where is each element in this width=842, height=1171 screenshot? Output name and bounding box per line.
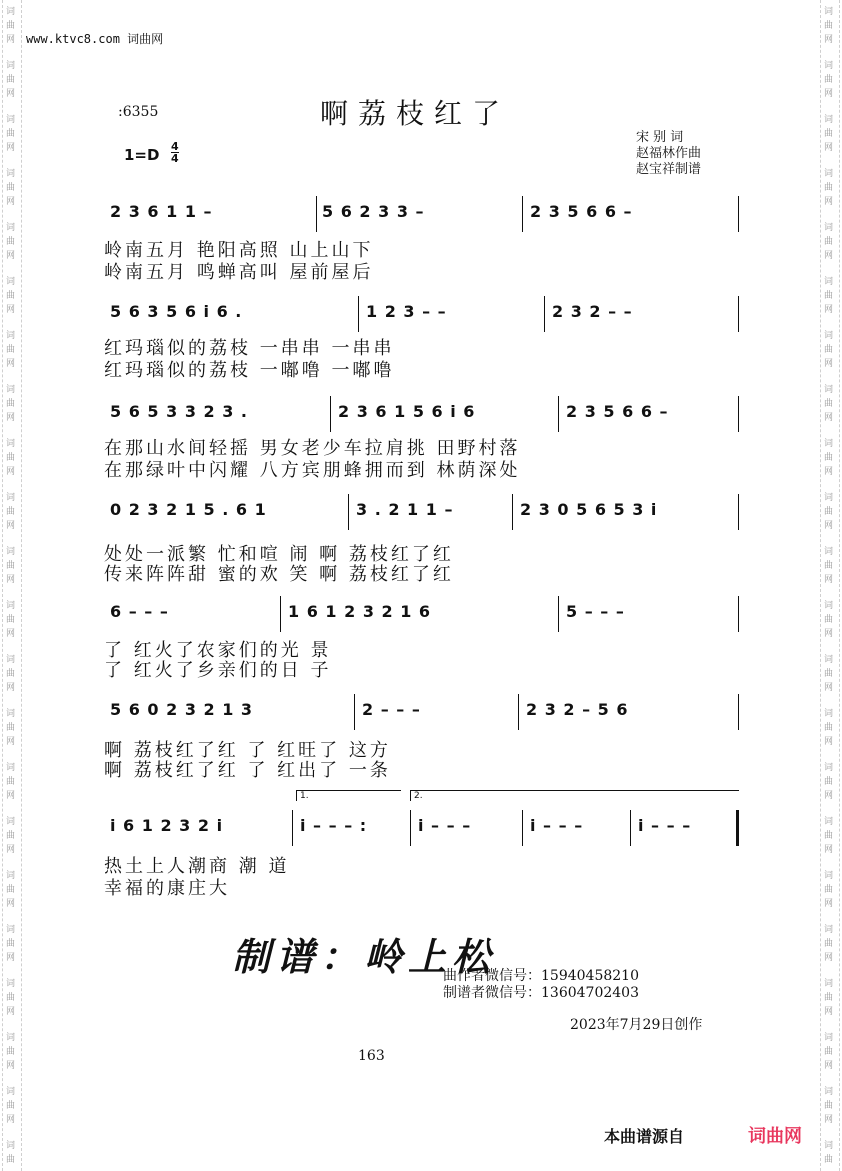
watermark-char: 网 xyxy=(824,737,834,747)
watermark-char: 词 xyxy=(824,7,834,17)
watermark-char: 网 xyxy=(824,413,834,423)
watermark-char: 网 xyxy=(6,413,16,423)
right-watermark-strip xyxy=(820,0,840,1171)
watermark-char: 网 xyxy=(824,197,834,207)
watermark-char: 网 xyxy=(6,35,16,45)
watermark-char: 词 xyxy=(6,763,16,773)
barline xyxy=(738,494,739,530)
watermark-char: 曲 xyxy=(6,777,16,787)
lyric-verse-1: 啊 荔枝红了红 了 红旺了 这方 xyxy=(104,740,391,761)
watermark-char: 曲 xyxy=(6,183,16,193)
staff-row-1 xyxy=(104,196,744,232)
watermark-char: 网 xyxy=(6,791,16,801)
watermark-char: 词 xyxy=(6,169,16,179)
credit-lyricist: 宋 别 词 xyxy=(636,130,684,145)
lyric-verse-1: 岭南五月 艳阳高照 山上山下 xyxy=(104,240,374,261)
lyric-verse-1: 在那山水间轻摇 男女老少车拉肩挑 田野村落 xyxy=(104,438,521,459)
watermark-char: 词 xyxy=(6,871,16,881)
watermark-char: 网 xyxy=(824,899,834,909)
watermark-char: 网 xyxy=(6,575,16,585)
barline xyxy=(316,196,317,232)
credit-arranger: 赵宝祥制谱 xyxy=(636,162,702,177)
watermark-char: 词 xyxy=(6,277,16,287)
signature: 制谱：岭上松 xyxy=(232,934,497,979)
measure-notes: 5 6 2 3 3 – xyxy=(322,202,425,221)
watermark-char: 曲 xyxy=(6,1155,16,1165)
staff-row-7 xyxy=(104,810,744,846)
watermark-char: 曲 xyxy=(824,723,834,733)
barline xyxy=(358,296,359,332)
staff-row-6 xyxy=(104,694,744,730)
watermark-char: 词 xyxy=(824,223,834,233)
watermark-char: 网 xyxy=(6,1115,16,1125)
barline xyxy=(544,296,545,332)
measure-notes: 2 3 2 – 5 6 xyxy=(526,700,629,719)
measure-notes: 5 6 0 2 3 2 1 3 xyxy=(110,700,254,719)
composer-wechat: 曲作者微信号：15940458210 xyxy=(443,968,639,984)
watermark-char: 网 xyxy=(6,1007,16,1017)
time-sig-top: 4 xyxy=(171,140,179,153)
watermark-char: 词 xyxy=(824,655,834,665)
barline xyxy=(738,396,739,432)
barline xyxy=(330,396,331,432)
watermark-char: 网 xyxy=(824,251,834,261)
watermark-char: 词 xyxy=(6,439,16,449)
watermark-char: 曲 xyxy=(824,399,834,409)
measure-notes: 5 – – – xyxy=(566,602,625,621)
lyric-verse-1: 红玛瑙似的荔枝 一串串 一串串 xyxy=(104,338,395,359)
watermark-char: 网 xyxy=(824,1115,834,1125)
watermark-char: 词 xyxy=(6,925,16,935)
watermark-char: 曲 xyxy=(6,1101,16,1111)
watermark-char: 曲 xyxy=(6,129,16,139)
measure-notes: 1 6 1 2 3 2 1 6 xyxy=(288,602,432,621)
measure-notes: 2 3 5 6 6 – xyxy=(530,202,633,221)
watermark-char: 曲 xyxy=(824,885,834,895)
watermark-char: 网 xyxy=(824,35,834,45)
barline xyxy=(738,694,739,730)
watermark-char: 网 xyxy=(6,683,16,693)
watermark-char: 网 xyxy=(824,683,834,693)
lyric-verse-2: 在那绿叶中闪耀 八方宾朋蜂拥而到 林荫深处 xyxy=(104,460,521,481)
source-label: 本曲谱源自 xyxy=(604,1127,685,1146)
watermark-char: 网 xyxy=(824,1061,834,1071)
watermark-char: 词 xyxy=(824,1033,834,1043)
watermark-char: 曲 xyxy=(824,1047,834,1057)
watermark-char: 曲 xyxy=(824,615,834,625)
watermark-char: 曲 xyxy=(824,345,834,355)
barline xyxy=(354,694,355,730)
watermark-char: 网 xyxy=(6,629,16,639)
watermark-char: 词 xyxy=(6,817,16,827)
measure-notes: 0 2 3 2 1 5 . 6 1 xyxy=(110,500,267,519)
watermark-char: 词 xyxy=(824,979,834,989)
watermark-char: 曲 xyxy=(6,723,16,733)
key-signature: 1=D xyxy=(124,146,160,164)
barline xyxy=(630,810,631,846)
measure-notes: 2 3 5 6 6 – xyxy=(566,402,669,421)
watermark-char: 曲 xyxy=(824,939,834,949)
watermark-char: 曲 xyxy=(824,1155,834,1165)
measure-notes: 2 3 2 – – xyxy=(552,302,633,321)
watermark-char: 词 xyxy=(6,709,16,719)
page-number: 163 xyxy=(358,1048,385,1064)
watermark-char: 网 xyxy=(6,521,16,531)
lyric-verse-2: 红玛瑙似的荔枝 一嘟噜 一嘟噜 xyxy=(104,360,395,381)
measure-notes: i – – – xyxy=(418,816,472,835)
measure-notes: 3 . 2 1 1 – xyxy=(356,500,454,519)
watermark-char: 词 xyxy=(6,655,16,665)
watermark-char: 词 xyxy=(824,601,834,611)
volta-second-ending xyxy=(410,790,739,801)
measure-notes: 1 2 3 – – xyxy=(366,302,447,321)
watermark-char: 曲 xyxy=(824,291,834,301)
watermark-char: 网 xyxy=(824,629,834,639)
watermark-char: 网 xyxy=(824,521,834,531)
watermark-char: 词 xyxy=(6,115,16,125)
lyric-verse-2: 了 红火了乡亲们的日 子 xyxy=(104,660,332,681)
watermark-char: 词 xyxy=(824,763,834,773)
watermark-char: 曲 xyxy=(6,75,16,85)
watermark-char: 网 xyxy=(6,89,16,99)
watermark-char: 词 xyxy=(6,1087,16,1097)
watermark-char: 曲 xyxy=(824,237,834,247)
watermark-char: 词 xyxy=(6,61,16,71)
volta-label-2: 2. xyxy=(414,791,423,801)
watermark-char: 网 xyxy=(6,1061,16,1071)
watermark-char: 曲 xyxy=(824,561,834,571)
staff-row-3 xyxy=(104,396,744,432)
barline xyxy=(280,596,281,632)
watermark-char: 曲 xyxy=(6,885,16,895)
time-signature xyxy=(171,141,179,164)
watermark-char: 曲 xyxy=(824,183,834,193)
watermark-char: 曲 xyxy=(6,615,16,625)
watermark-char: 曲 xyxy=(824,831,834,841)
staff-row-2 xyxy=(104,296,744,332)
watermark-char: 曲 xyxy=(824,21,834,31)
barline xyxy=(738,196,739,232)
watermark-char: 网 xyxy=(6,197,16,207)
source-brand-link[interactable]: 词曲网 xyxy=(748,1126,802,1147)
watermark-char: 网 xyxy=(6,467,16,477)
watermark-char: 词 xyxy=(6,223,16,233)
lyric-verse-1: 处处一派繁 忙和喧 闹 啊 荔枝红了红 xyxy=(104,544,454,565)
measure-notes: 5 6 3 5 6 i 6 . xyxy=(110,302,243,321)
watermark-char: 词 xyxy=(824,709,834,719)
watermark-char: 曲 xyxy=(6,453,16,463)
watermark-char: 词 xyxy=(824,871,834,881)
watermark-char: 曲 xyxy=(6,831,16,841)
watermark-char: 词 xyxy=(6,979,16,989)
watermark-char: 曲 xyxy=(824,75,834,85)
watermark-char: 曲 xyxy=(6,993,16,1003)
watermark-char: 网 xyxy=(6,251,16,261)
volta-first-ending xyxy=(296,790,401,801)
credit-composer: 赵福林作曲 xyxy=(636,146,702,161)
measure-notes: 2 3 0 5 6 5 3 i xyxy=(520,500,658,519)
barline xyxy=(348,494,349,530)
watermark-char: 曲 xyxy=(824,453,834,463)
watermark-char: 词 xyxy=(6,493,16,503)
watermark-char: 曲 xyxy=(6,669,16,679)
watermark-char: 词 xyxy=(824,1141,834,1151)
measure-notes: 2 3 6 1 1 – xyxy=(110,202,213,221)
score-code: :6355 xyxy=(118,104,159,120)
wechat-contacts xyxy=(443,968,639,1002)
measure-notes: i – – – : xyxy=(300,816,368,835)
watermark-char: 网 xyxy=(6,899,16,909)
watermark-char: 网 xyxy=(824,359,834,369)
watermark-char: 词 xyxy=(824,925,834,935)
watermark-char: 曲 xyxy=(6,399,16,409)
watermark-char: 词 xyxy=(6,1141,16,1151)
measure-notes: i – – – xyxy=(638,816,692,835)
barline xyxy=(522,196,523,232)
watermark-char: 网 xyxy=(6,143,16,153)
page-title: 啊荔枝红了 xyxy=(320,97,511,130)
left-watermark-strip xyxy=(2,0,22,1171)
measure-notes: 6 – – – xyxy=(110,602,169,621)
volta-label-1: 1. xyxy=(300,791,309,801)
watermark-char: 词 xyxy=(824,547,834,557)
staff-row-5 xyxy=(104,596,744,632)
lyric-verse-2: 传来阵阵甜 蜜的欢 笑 啊 荔枝红了红 xyxy=(104,564,454,585)
lyric-verse-1: 了 红火了农家们的光 景 xyxy=(104,640,332,661)
watermark-char: 曲 xyxy=(824,669,834,679)
watermark-char: 网 xyxy=(824,89,834,99)
watermark-char: 曲 xyxy=(6,1047,16,1057)
watermark-char: 词 xyxy=(6,547,16,557)
watermark-char: 词 xyxy=(824,439,834,449)
barline xyxy=(518,694,519,730)
watermark-char: 网 xyxy=(824,575,834,585)
barline xyxy=(512,494,513,530)
watermark-char: 曲 xyxy=(824,1101,834,1111)
site-header: www.ktvc8.com 词曲网 xyxy=(26,32,164,46)
creation-date: 2023年7月29日创作 xyxy=(570,1017,703,1033)
arranger-wechat: 制谱者微信号：13604702403 xyxy=(443,985,639,1001)
barline xyxy=(522,810,523,846)
watermark-char: 曲 xyxy=(824,777,834,787)
watermark-char: 词 xyxy=(824,277,834,287)
watermark-char: 曲 xyxy=(6,237,16,247)
watermark-char: 词 xyxy=(6,7,16,17)
watermark-char: 词 xyxy=(824,1087,834,1097)
lyric-verse-2: 幸福的康庄大 xyxy=(104,878,230,899)
watermark-char: 网 xyxy=(824,791,834,801)
watermark-char: 网 xyxy=(824,845,834,855)
watermark-char: 词 xyxy=(824,385,834,395)
watermark-char: 词 xyxy=(824,61,834,71)
barline xyxy=(558,396,559,432)
watermark-char: 曲 xyxy=(824,993,834,1003)
watermark-char: 网 xyxy=(6,737,16,747)
lyric-verse-2: 岭南五月 鸣蝉高叫 屋前屋后 xyxy=(104,262,374,283)
watermark-char: 词 xyxy=(824,493,834,503)
measure-notes: i 6 1 2 3 2 i xyxy=(110,816,224,835)
watermark-char: 曲 xyxy=(6,561,16,571)
measure-notes: i – – – xyxy=(530,816,584,835)
watermark-char: 网 xyxy=(6,359,16,369)
watermark-char: 曲 xyxy=(824,507,834,517)
repeat-barline xyxy=(410,810,411,846)
watermark-char: 词 xyxy=(6,1033,16,1043)
barline xyxy=(558,596,559,632)
watermark-char: 词 xyxy=(824,115,834,125)
final-barline xyxy=(736,810,739,846)
barline xyxy=(292,810,293,846)
watermark-char: 曲 xyxy=(6,507,16,517)
staff-row-4 xyxy=(104,494,744,530)
watermark-char: 曲 xyxy=(824,129,834,139)
watermark-char: 网 xyxy=(824,305,834,315)
watermark-char: 网 xyxy=(824,143,834,153)
credits xyxy=(636,130,701,178)
barline xyxy=(738,596,739,632)
time-sig-bottom: 4 xyxy=(171,152,179,165)
lyric-verse-2: 啊 荔枝红了红 了 红出了 一条 xyxy=(104,760,391,781)
watermark-char: 曲 xyxy=(6,291,16,301)
watermark-char: 网 xyxy=(6,305,16,315)
watermark-char: 词 xyxy=(824,331,834,341)
lyric-verse-1: 热土上人潮商 潮 道 xyxy=(104,856,290,877)
watermark-char: 网 xyxy=(6,953,16,963)
watermark-char: 网 xyxy=(824,467,834,477)
watermark-char: 曲 xyxy=(6,345,16,355)
watermark-char: 曲 xyxy=(6,21,16,31)
watermark-char: 网 xyxy=(824,953,834,963)
watermark-char: 词 xyxy=(824,817,834,827)
measure-notes: 5 6 5 3 3 2 3 . xyxy=(110,402,248,421)
barline xyxy=(738,296,739,332)
watermark-char: 词 xyxy=(824,169,834,179)
watermark-char: 网 xyxy=(6,845,16,855)
watermark-char: 曲 xyxy=(6,939,16,949)
watermark-char: 词 xyxy=(6,601,16,611)
watermark-char: 词 xyxy=(6,385,16,395)
watermark-char: 词 xyxy=(6,331,16,341)
watermark-char: 网 xyxy=(824,1007,834,1017)
measure-notes: 2 – – – xyxy=(362,700,421,719)
measure-notes: 2 3 6 1 5 6 i 6 xyxy=(338,402,476,421)
